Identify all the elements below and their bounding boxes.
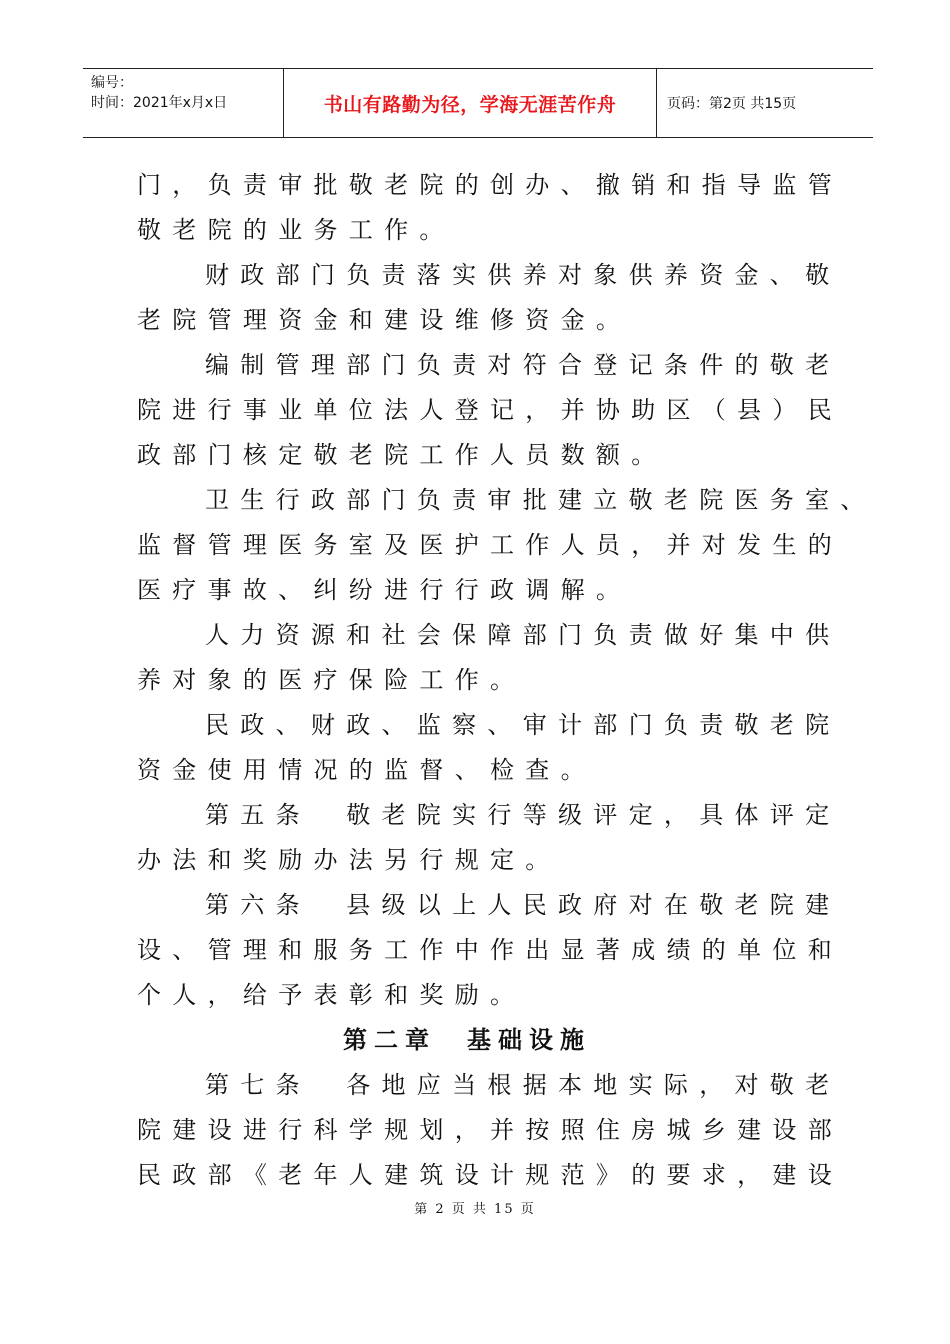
text-line: 民政部《老年人建筑设计规范》的要求，建设 — [137, 1161, 843, 1189]
header-motto: 书山有路勤为径，学海无涯苦作舟 — [284, 69, 657, 137]
text-line: 第六条 县级以上人民政府对在敬老院建 — [205, 891, 841, 919]
text-line: 第五条 敬老院实行等级评定，具体评定 — [205, 801, 841, 829]
text-line: 民政、财政、监察、审计部门负责敬老院 — [205, 711, 841, 739]
document-header — [83, 68, 873, 138]
page-footer: 第 2 页 共 15 页 — [414, 1202, 536, 1217]
document-number-label: 编号： — [91, 75, 133, 91]
text-line: 老院管理资金和建设维修资金。 — [137, 306, 632, 334]
text-line: 医疗事故、纠纷进行行政调解。 — [137, 576, 632, 604]
text-line: 个人，给予表彰和奖励。 — [137, 981, 526, 1009]
text-line: 办法和奖励办法另行规定。 — [137, 846, 561, 874]
text-line: 资金使用情况的监督、检查。 — [137, 756, 596, 784]
text-line: 门，负责审批敬老院的创办、撤销和指导监管 — [137, 171, 843, 199]
text-line: 院进行事业单位法人登记，并协助区（县）民 — [137, 396, 843, 424]
text-line: 政部门核定敬老院工作人员数额。 — [137, 441, 667, 469]
text-line: 院建设进行科学规划，并按照住房城乡建设部 — [137, 1116, 843, 1144]
text-line: 设、管理和服务工作中作出显著成绩的单位和 — [137, 936, 843, 964]
text-line: 第七条 各地应当根据本地实际，对敬老 — [205, 1071, 841, 1099]
text-line: 卫生行政部门负责审批建立敬老院医务室、 — [205, 486, 876, 514]
header-page-info: 页码：第2页 共15页 — [667, 96, 797, 112]
header-meta — [83, 69, 284, 137]
text-line: 财政部门负责落实供养对象供养资金、敬 — [205, 261, 841, 289]
chapter-paragraph-block — [137, 1063, 843, 1198]
chapter-title: 第二章 基础设施 — [343, 1026, 591, 1054]
text-line: 敬老院的业务工作。 — [137, 216, 455, 244]
text-line: 人力资源和社会保障部门负责做好集中供 — [205, 621, 841, 649]
text-line: 养对象的医疗保险工作。 — [137, 666, 526, 694]
paragraph-block — [137, 163, 876, 1018]
text-line: 监督管理医务室及医护工作人员，并对发生的 — [137, 531, 843, 559]
text-line: 编制管理部门负责对符合登记条件的敬老 — [205, 351, 841, 379]
document-time-label: 时间：2021年x月x日 — [91, 95, 228, 111]
document-body — [137, 163, 876, 1198]
